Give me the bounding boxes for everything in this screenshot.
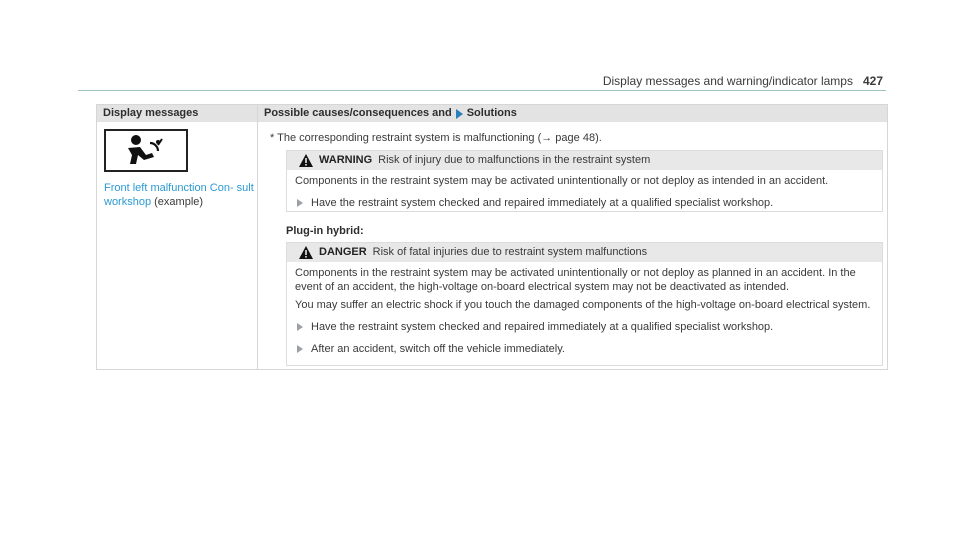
step-arrow-icon [297, 199, 303, 207]
warning-header [287, 151, 882, 170]
warning-keyword: WARNING [319, 154, 373, 166]
column-divider [257, 105, 258, 369]
column-header-display-messages: Display messages [97, 105, 257, 122]
display-message-suffix: (example) [154, 196, 204, 208]
warning-triangle-icon [299, 154, 313, 167]
warning-body [287, 170, 882, 210]
solutions-arrow-icon [456, 109, 463, 119]
danger-step-1 [295, 320, 874, 334]
danger-body-text-2: You may suffer an electric shock if you touch the damaged components of the high-voltage on-board electrical system. [295, 299, 871, 311]
header-rule [78, 90, 886, 91]
danger-body-text-1: Components in the restraint system may be activated unintentionally or not deploy as planned in an accident. In the event of an accident, the high-voltage on-board electrical system may not be deactivated as intended. [295, 267, 856, 293]
step-arrow-icon [297, 323, 303, 331]
column-header-causes-label: Possible causes/consequences and [264, 107, 452, 119]
warning-box [286, 150, 883, 212]
display-message [104, 181, 254, 209]
danger-step-1-text: Have the restraint system checked and repaired immediately at a qualified specialist workshop. [311, 321, 774, 333]
warning-body-text: Components in the restraint system may be activated unintentionally or not deploy as intended in an accident. [295, 175, 829, 187]
danger-keyword: DANGER [319, 246, 367, 258]
display-message-link[interactable]: Front left malfunction Con- sult workshop [104, 182, 254, 208]
footnote-text: * The corresponding restraint system is malfunctioning (→ page 48). [270, 132, 602, 144]
danger-triangle-icon [299, 246, 313, 259]
danger-step-2 [295, 342, 874, 356]
danger-body [287, 262, 882, 356]
warning-title: Risk of injury due to malfunctions in the restraint system [378, 154, 651, 166]
airbag-warning-icon [104, 129, 188, 172]
danger-header [287, 243, 882, 262]
warning-step [295, 196, 874, 210]
danger-step-2-text: After an accident, switch off the vehicle immediately. [311, 343, 565, 355]
warning-step-text: Have the restraint system checked and repaired immediately at a qualified specialist workshop. [311, 197, 774, 209]
column-header-solutions-label: Solutions [466, 107, 517, 119]
display-messages-table [96, 104, 888, 370]
danger-title: Risk of fatal injuries due to restraint system malfunctions [372, 246, 648, 258]
danger-box [286, 242, 883, 366]
plug-in-hybrid-label: Plug-in hybrid: [286, 225, 364, 237]
column-header-causes [258, 105, 887, 122]
step-arrow-icon [297, 345, 303, 353]
running-header-title: Display messages and warning/indicator lamps [602, 74, 853, 88]
page-number: 427 [862, 74, 883, 88]
running-header [603, 74, 883, 88]
